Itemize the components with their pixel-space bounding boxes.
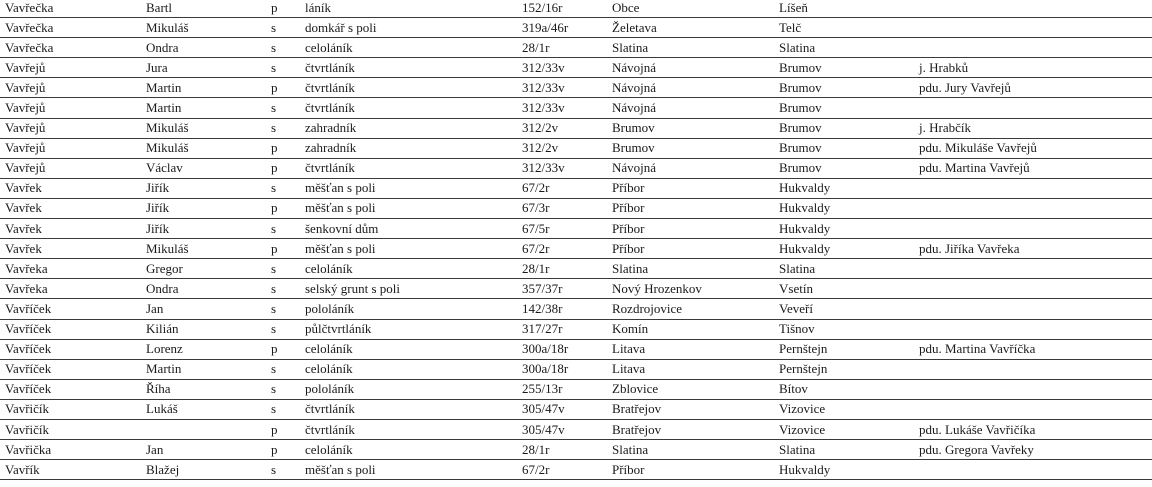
cell-note (912, 299, 1152, 319)
cell-surname: Vavřek (0, 178, 139, 198)
cell-type: p (262, 239, 298, 259)
cell-folio: 312/33v (515, 158, 605, 178)
cell-holding: čtvrtláník (298, 98, 515, 118)
table-row (0, 399, 1152, 419)
cell-folio: 312/33v (515, 58, 605, 78)
cell-holding: láník (298, 0, 515, 18)
cell-surname: Vavřečka (0, 38, 139, 58)
cell-type: p (262, 138, 298, 158)
cell-holding: čtvrtláník (298, 399, 515, 419)
cell-surname: Vavřejů (0, 78, 139, 98)
table-row (0, 98, 1152, 118)
cell-village: Bratřejov (605, 419, 772, 439)
cell-type: p (262, 339, 298, 359)
table-row (0, 198, 1152, 218)
cell-surname: Vavřejů (0, 158, 139, 178)
cell-type: s (262, 460, 298, 480)
cell-folio: 357/37r (515, 279, 605, 299)
table-row (0, 239, 1152, 259)
table-row (0, 78, 1152, 98)
cell-type: s (262, 399, 298, 419)
cell-given-name: Mikuláš (139, 18, 262, 38)
cell-type: s (262, 299, 298, 319)
cell-village: Návojná (605, 98, 772, 118)
cell-note (912, 259, 1152, 279)
cell-holding: čtvrtláník (298, 419, 515, 439)
cell-note (912, 359, 1152, 379)
cell-note (912, 98, 1152, 118)
cell-type: s (262, 219, 298, 239)
table-row (0, 58, 1152, 78)
cell-folio: 305/47v (515, 399, 605, 419)
table-row (0, 440, 1152, 460)
cell-note: pdu. Mikuláše Vavřejů (912, 138, 1152, 158)
cell-note (912, 460, 1152, 480)
cell-type: p (262, 419, 298, 439)
cell-village: Bratřejov (605, 399, 772, 419)
cell-folio: 142/38r (515, 299, 605, 319)
cell-village: Zblovice (605, 379, 772, 399)
cell-given-name: Ondra (139, 38, 262, 58)
table-row (0, 259, 1152, 279)
cell-village: Příbor (605, 219, 772, 239)
cell-given-name: Ondra (139, 279, 262, 299)
cell-estate: Tišnov (772, 319, 912, 339)
cell-type: s (262, 98, 298, 118)
cell-given-name: Martin (139, 98, 262, 118)
cell-holding: celoláník (298, 38, 515, 58)
cell-village: Návojná (605, 78, 772, 98)
cell-village: Obce (605, 0, 772, 18)
cell-holding: celoláník (298, 339, 515, 359)
cell-village: Komín (605, 319, 772, 339)
cell-estate: Vsetín (772, 279, 912, 299)
cell-estate: Hukvaldy (772, 198, 912, 218)
cell-village: Příbor (605, 198, 772, 218)
cell-village: Litava (605, 359, 772, 379)
cell-given-name: Jiřík (139, 219, 262, 239)
cell-holding: půlčtvrtláník (298, 319, 515, 339)
table-row (0, 279, 1152, 299)
cell-surname: Vavříček (0, 339, 139, 359)
cell-type: s (262, 279, 298, 299)
cell-type: s (262, 359, 298, 379)
cell-holding: selský grunt s poli (298, 279, 515, 299)
cell-estate: Vizovice (772, 419, 912, 439)
cell-type: s (262, 38, 298, 58)
cell-estate: Hukvaldy (772, 460, 912, 480)
cell-holding: celoláník (298, 259, 515, 279)
table-row (0, 138, 1152, 158)
cell-given-name: Jan (139, 440, 262, 460)
cell-estate: Brumov (772, 58, 912, 78)
table-row (0, 319, 1152, 339)
cell-surname: Vavříček (0, 359, 139, 379)
cell-holding: domkář s poli (298, 18, 515, 38)
cell-given-name: Kilián (139, 319, 262, 339)
cell-village: Brumov (605, 138, 772, 158)
cell-estate: Brumov (772, 98, 912, 118)
cell-surname: Vavřejů (0, 138, 139, 158)
cell-type: p (262, 78, 298, 98)
cell-type: s (262, 118, 298, 138)
cell-estate: Pernštejn (772, 359, 912, 379)
cell-folio: 305/47v (515, 419, 605, 439)
cell-village: Slatina (605, 259, 772, 279)
cell-given-name: Martin (139, 359, 262, 379)
cell-holding: měšťan s poli (298, 198, 515, 218)
cell-given-name: Gregor (139, 259, 262, 279)
cell-given-name: Mikuláš (139, 118, 262, 138)
cell-holding: měšťan s poli (298, 178, 515, 198)
table-row (0, 178, 1152, 198)
cell-folio: 28/1r (515, 259, 605, 279)
table-row (0, 339, 1152, 359)
cell-type: s (262, 319, 298, 339)
cell-surname: Vavříček (0, 379, 139, 399)
cell-surname: Vavříček (0, 319, 139, 339)
cell-surname: Vavřečka (0, 18, 139, 38)
cell-estate: Brumov (772, 158, 912, 178)
cell-given-name: Mikuláš (139, 239, 262, 259)
table-row (0, 299, 1152, 319)
cell-given-name: Jan (139, 299, 262, 319)
cell-estate: Brumov (772, 78, 912, 98)
cell-note (912, 0, 1152, 18)
cell-note (912, 319, 1152, 339)
cell-estate: Brumov (772, 118, 912, 138)
cell-folio: 312/33v (515, 78, 605, 98)
cell-estate: Vizovice (772, 399, 912, 419)
cell-holding: zahradník (298, 118, 515, 138)
cell-note (912, 219, 1152, 239)
cell-folio: 300a/18r (515, 359, 605, 379)
cell-holding: měšťan s poli (298, 239, 515, 259)
cell-folio: 28/1r (515, 38, 605, 58)
cell-holding: měšťan s poli (298, 460, 515, 480)
cell-note: pdu. Martina Vavřejů (912, 158, 1152, 178)
cell-given-name: Mikuláš (139, 138, 262, 158)
cell-note: j. Hrabků (912, 58, 1152, 78)
cell-type: p (262, 440, 298, 460)
cell-folio: 67/5r (515, 219, 605, 239)
cell-village: Slatina (605, 440, 772, 460)
table-row (0, 118, 1152, 138)
cell-note (912, 178, 1152, 198)
cell-folio: 152/16r (515, 0, 605, 18)
cell-given-name: Bartl (139, 0, 262, 18)
cell-folio: 312/2v (515, 138, 605, 158)
cell-given-name: Václav (139, 158, 262, 178)
cell-surname: Vavřička (0, 440, 139, 460)
cell-folio: 67/2r (515, 239, 605, 259)
cell-type: s (262, 259, 298, 279)
table-row (0, 460, 1152, 480)
cell-note (912, 18, 1152, 38)
cell-note (912, 198, 1152, 218)
cell-given-name: Lorenz (139, 339, 262, 359)
cell-holding: šenkovní dům (298, 219, 515, 239)
cell-surname: Vavříček (0, 299, 139, 319)
cell-given-name: Jura (139, 58, 262, 78)
cell-surname: Vavřek (0, 219, 139, 239)
cell-folio: 312/33v (515, 98, 605, 118)
cell-given-name: Jiřík (139, 178, 262, 198)
cell-folio: 312/2v (515, 118, 605, 138)
cell-holding: celoláník (298, 440, 515, 460)
cell-given-name: Blažej (139, 460, 262, 480)
cell-village: Rozdrojovice (605, 299, 772, 319)
cell-surname: Vavřejů (0, 58, 139, 78)
cell-note: pdu. Gregora Vavřeky (912, 440, 1152, 460)
cell-type: s (262, 379, 298, 399)
cell-surname: Vavřičík (0, 399, 139, 419)
cell-estate: Hukvaldy (772, 178, 912, 198)
cell-given-name (139, 419, 262, 439)
cell-given-name: Říha (139, 379, 262, 399)
cell-estate: Slatina (772, 38, 912, 58)
cell-estate: Líšeň (772, 0, 912, 18)
cell-note (912, 279, 1152, 299)
cell-surname: Vavřek (0, 239, 139, 259)
cell-folio: 28/1r (515, 440, 605, 460)
cell-holding: čtvrtláník (298, 58, 515, 78)
table-row (0, 419, 1152, 439)
cell-estate: Slatina (772, 440, 912, 460)
cell-given-name: Martin (139, 78, 262, 98)
cell-village: Příbor (605, 460, 772, 480)
table-row (0, 359, 1152, 379)
cell-holding: pololáník (298, 299, 515, 319)
cell-estate: Telč (772, 18, 912, 38)
cell-village: Slatina (605, 38, 772, 58)
cell-estate: Brumov (772, 138, 912, 158)
cell-note: pdu. Jiříka Vavřeka (912, 239, 1152, 259)
cell-holding: celoláník (298, 359, 515, 379)
cell-folio: 255/13r (515, 379, 605, 399)
table-row (0, 0, 1152, 18)
cell-village: Návojná (605, 158, 772, 178)
cell-holding: čtvrtláník (298, 158, 515, 178)
cell-note: j. Hrabčík (912, 118, 1152, 138)
cell-type: p (262, 0, 298, 18)
cell-note (912, 399, 1152, 419)
cell-note (912, 379, 1152, 399)
cell-village: Příbor (605, 178, 772, 198)
cell-holding: pololáník (298, 379, 515, 399)
cell-note: pdu. Jury Vavřejů (912, 78, 1152, 98)
cell-village: Želetava (605, 18, 772, 38)
cell-type: s (262, 178, 298, 198)
cell-folio: 67/2r (515, 178, 605, 198)
cell-surname: Vavřek (0, 198, 139, 218)
cell-estate: Hukvaldy (772, 219, 912, 239)
table-row (0, 158, 1152, 178)
cell-village: Brumov (605, 118, 772, 138)
table-row (0, 379, 1152, 399)
cell-surname: Vavřičík (0, 419, 139, 439)
cell-estate: Slatina (772, 259, 912, 279)
cell-estate: Pernštejn (772, 339, 912, 359)
cell-folio: 300a/18r (515, 339, 605, 359)
cell-given-name: Lukáš (139, 399, 262, 419)
cell-type: s (262, 58, 298, 78)
cell-surname: Vavřečka (0, 0, 139, 18)
cell-village: Návojná (605, 58, 772, 78)
cell-estate: Bítov (772, 379, 912, 399)
table-row (0, 18, 1152, 38)
cell-folio: 319a/46r (515, 18, 605, 38)
cell-note: pdu. Lukáše Vavřičíka (912, 419, 1152, 439)
cell-surname: Vavřejů (0, 118, 139, 138)
cell-surname: Vavřeka (0, 259, 139, 279)
cell-village: Nový Hrozenkov (605, 279, 772, 299)
cell-type: p (262, 158, 298, 178)
cell-surname: Vavřeka (0, 279, 139, 299)
cell-surname: Vavřejů (0, 98, 139, 118)
cell-village: Litava (605, 339, 772, 359)
cell-estate: Veveří (772, 299, 912, 319)
cell-note (912, 38, 1152, 58)
cell-folio: 317/27r (515, 319, 605, 339)
cell-holding: zahradník (298, 138, 515, 158)
cell-folio: 67/2r (515, 460, 605, 480)
cell-surname: Vavřík (0, 460, 139, 480)
cell-holding: čtvrtláník (298, 78, 515, 98)
table-row (0, 38, 1152, 58)
cell-given-name: Jiřík (139, 198, 262, 218)
cell-estate: Hukvaldy (772, 239, 912, 259)
cell-type: s (262, 18, 298, 38)
cell-type: p (262, 198, 298, 218)
table-row (0, 219, 1152, 239)
cell-village: Příbor (605, 239, 772, 259)
cell-folio: 67/3r (515, 198, 605, 218)
cell-note: pdu. Martina Vavříčka (912, 339, 1152, 359)
